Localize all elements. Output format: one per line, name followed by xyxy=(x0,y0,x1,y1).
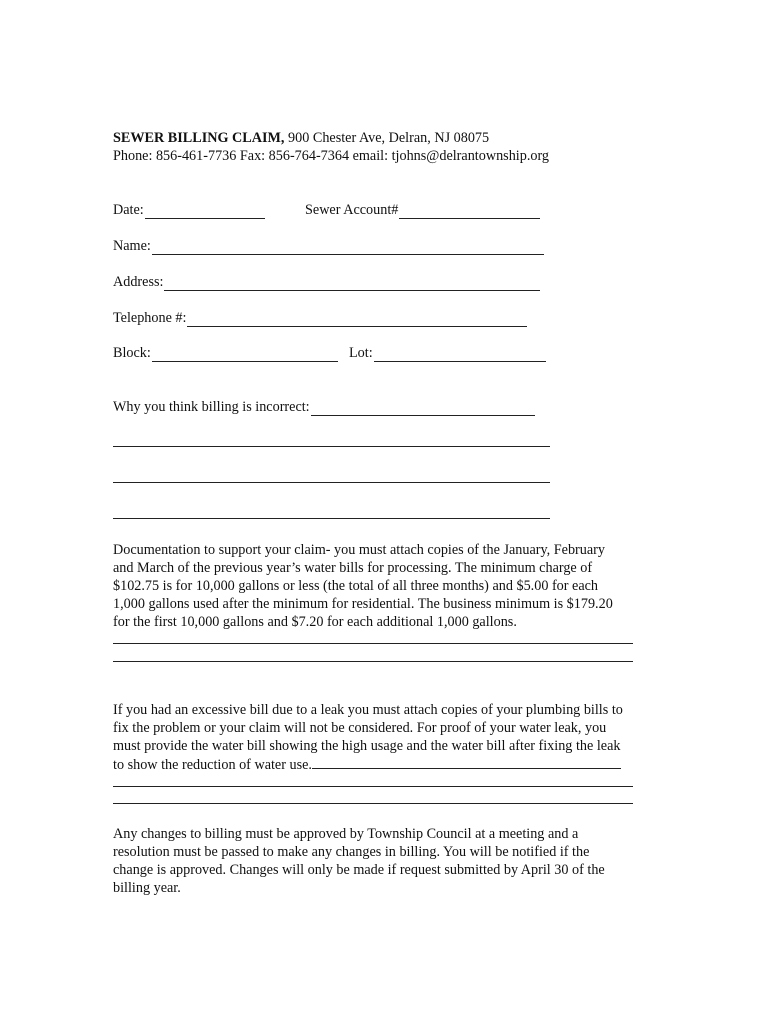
leak-paragraph xyxy=(113,701,623,773)
documentation-line: Documentation to support your claim- you must attach copies of the January, February xyxy=(113,542,605,558)
leak-line: If you had an excessive bill due to a leak you must attach copies of your plumbing bills to xyxy=(113,702,623,718)
account-field[interactable] xyxy=(305,201,540,219)
telephone-blank[interactable] xyxy=(187,312,527,327)
lot-blank[interactable] xyxy=(374,347,546,362)
why-extra-line-1[interactable] xyxy=(113,446,550,447)
leak-line-last xyxy=(113,755,623,773)
leak-line-blank-2[interactable] xyxy=(113,803,633,804)
why-extra-line-2[interactable] xyxy=(113,482,550,483)
leak-line-blank-1[interactable] xyxy=(113,786,633,787)
documentation-line: $102.75 is for 10,000 gallons or less (the total of all three months) and $5.00 for each xyxy=(113,578,599,594)
telephone-field[interactable] xyxy=(113,309,527,327)
documentation-line: for the first 10,000 gallons and $7.20 for each additional 1,000 gallons. xyxy=(113,614,517,630)
address-blank[interactable] xyxy=(164,276,540,291)
leak-line: to show the reduction of water use. xyxy=(113,757,312,773)
form-title: SEWER BILLING CLAIM, xyxy=(113,130,285,146)
name-blank[interactable] xyxy=(152,240,544,255)
block-blank[interactable] xyxy=(152,347,338,362)
name-label: Name: xyxy=(113,238,151,254)
leak-line: fix the problem or your claim will not be considered. For proof of your water leak, you xyxy=(113,720,607,736)
approval-line: change is approved. Changes will only be made if request submitted by April 30 of the xyxy=(113,862,605,878)
approval-line: billing year. xyxy=(113,880,181,896)
form-header xyxy=(113,129,489,147)
telephone-label: Telephone #: xyxy=(113,310,187,326)
leak-line: must provide the water bill showing the high usage and the water bill after fixing the leak xyxy=(113,738,621,754)
documentation-paragraph xyxy=(113,541,613,631)
leak-inline-blank[interactable] xyxy=(312,755,621,769)
approval-line: Any changes to billing must be approved by Township Council at a meeting and a xyxy=(113,826,579,842)
address-label: Address: xyxy=(113,274,164,290)
why-field[interactable] xyxy=(113,398,535,416)
date-blank[interactable] xyxy=(145,204,265,219)
lot-field[interactable] xyxy=(349,344,546,362)
why-blank[interactable] xyxy=(311,401,535,416)
block-field[interactable] xyxy=(113,344,338,362)
date-field[interactable] xyxy=(113,201,265,219)
name-field[interactable] xyxy=(113,237,544,255)
approval-line: resolution must be passed to make any changes in billing. You will be notified if the xyxy=(113,844,590,860)
header-contact: Phone: 856-461-7736 Fax: 856-764-7364 email: tjohns@delrantownship.org xyxy=(113,148,550,164)
documentation-line: 1,000 gallons used after the minimum for residential. The business minimum is $179.20 xyxy=(113,596,613,612)
account-blank[interactable] xyxy=(399,204,540,219)
header-address: 900 Chester Ave, Delran, NJ 08075 xyxy=(284,130,490,146)
date-label: Date: xyxy=(113,202,144,218)
documentation-line-blank-1[interactable] xyxy=(113,643,633,644)
address-field[interactable] xyxy=(113,273,540,291)
documentation-line: and March of the previous year’s water bills for processing. The minimum charge of xyxy=(113,560,593,576)
approval-paragraph xyxy=(113,825,605,897)
lot-label: Lot: xyxy=(349,345,373,361)
why-label: Why you think billing is incorrect: xyxy=(113,399,310,415)
documentation-line-blank-2[interactable] xyxy=(113,661,633,662)
why-extra-line-3[interactable] xyxy=(113,518,550,519)
block-label: Block: xyxy=(113,345,151,361)
account-label: Sewer Account# xyxy=(305,202,399,218)
